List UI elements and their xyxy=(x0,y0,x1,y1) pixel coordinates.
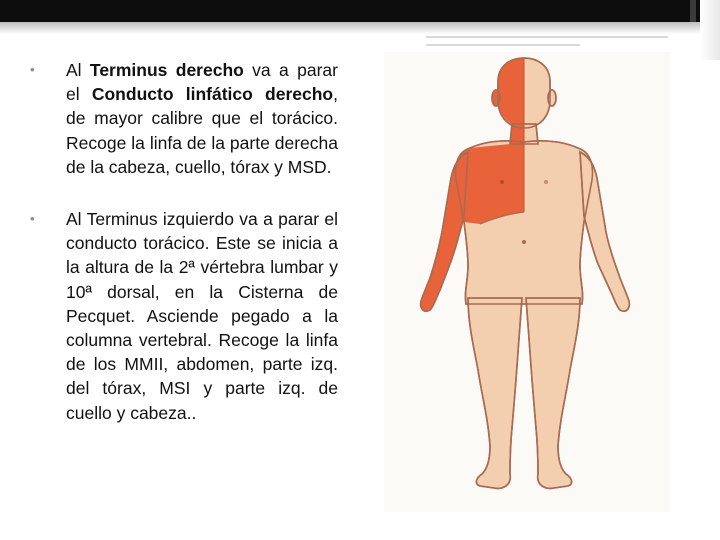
bullet-item-1 xyxy=(28,58,338,179)
top-bar-shadow xyxy=(0,22,720,34)
bold-term-conducto-linfatico: Conducto linfático derecho xyxy=(91,84,334,105)
bold-term-terminus-derecho: Terminus derecho xyxy=(89,60,244,80)
skin-fill xyxy=(421,58,630,488)
bullet-text xyxy=(66,58,338,179)
text-run: , de mayor calibre que el torácico. Recoge la linfa de la parte derecha de la cabeza, cuello, tórax y MSD. xyxy=(66,84,338,177)
decorative-line xyxy=(426,36,668,38)
bullet-text xyxy=(66,207,338,425)
nipple-right xyxy=(500,180,504,184)
body-figure-svg xyxy=(384,52,670,512)
text-run: Al xyxy=(66,60,90,80)
text-run: Al Terminus izquierdo va a parar el conducto torácico. Este se inicia a la altura de la 2ª vértebra lumbar y 10ª dorsal, en la Cisterna de Pecquet. Asciende pegado a la columna vertebral. Recoge la linfa de los MMII, abdomen, parte izq. del tórax, MSI y parte izq. de cuello y cabeza.. xyxy=(66,209,338,423)
text-run: va a parar el xyxy=(66,60,338,105)
corner-shade xyxy=(700,0,720,60)
bullet-marker: • xyxy=(30,62,35,77)
bullet-item-2 xyxy=(28,207,338,425)
top-bar-stripe xyxy=(690,0,696,22)
body-lymph-drainage-illustration xyxy=(384,52,670,512)
slide-text xyxy=(28,58,338,453)
navel xyxy=(522,240,526,244)
bullet-marker: • xyxy=(30,211,35,227)
lymph-drainage-right-arm xyxy=(421,152,468,311)
decorative-line xyxy=(426,44,580,46)
nipple-left xyxy=(544,180,548,184)
top-bar xyxy=(0,0,720,22)
